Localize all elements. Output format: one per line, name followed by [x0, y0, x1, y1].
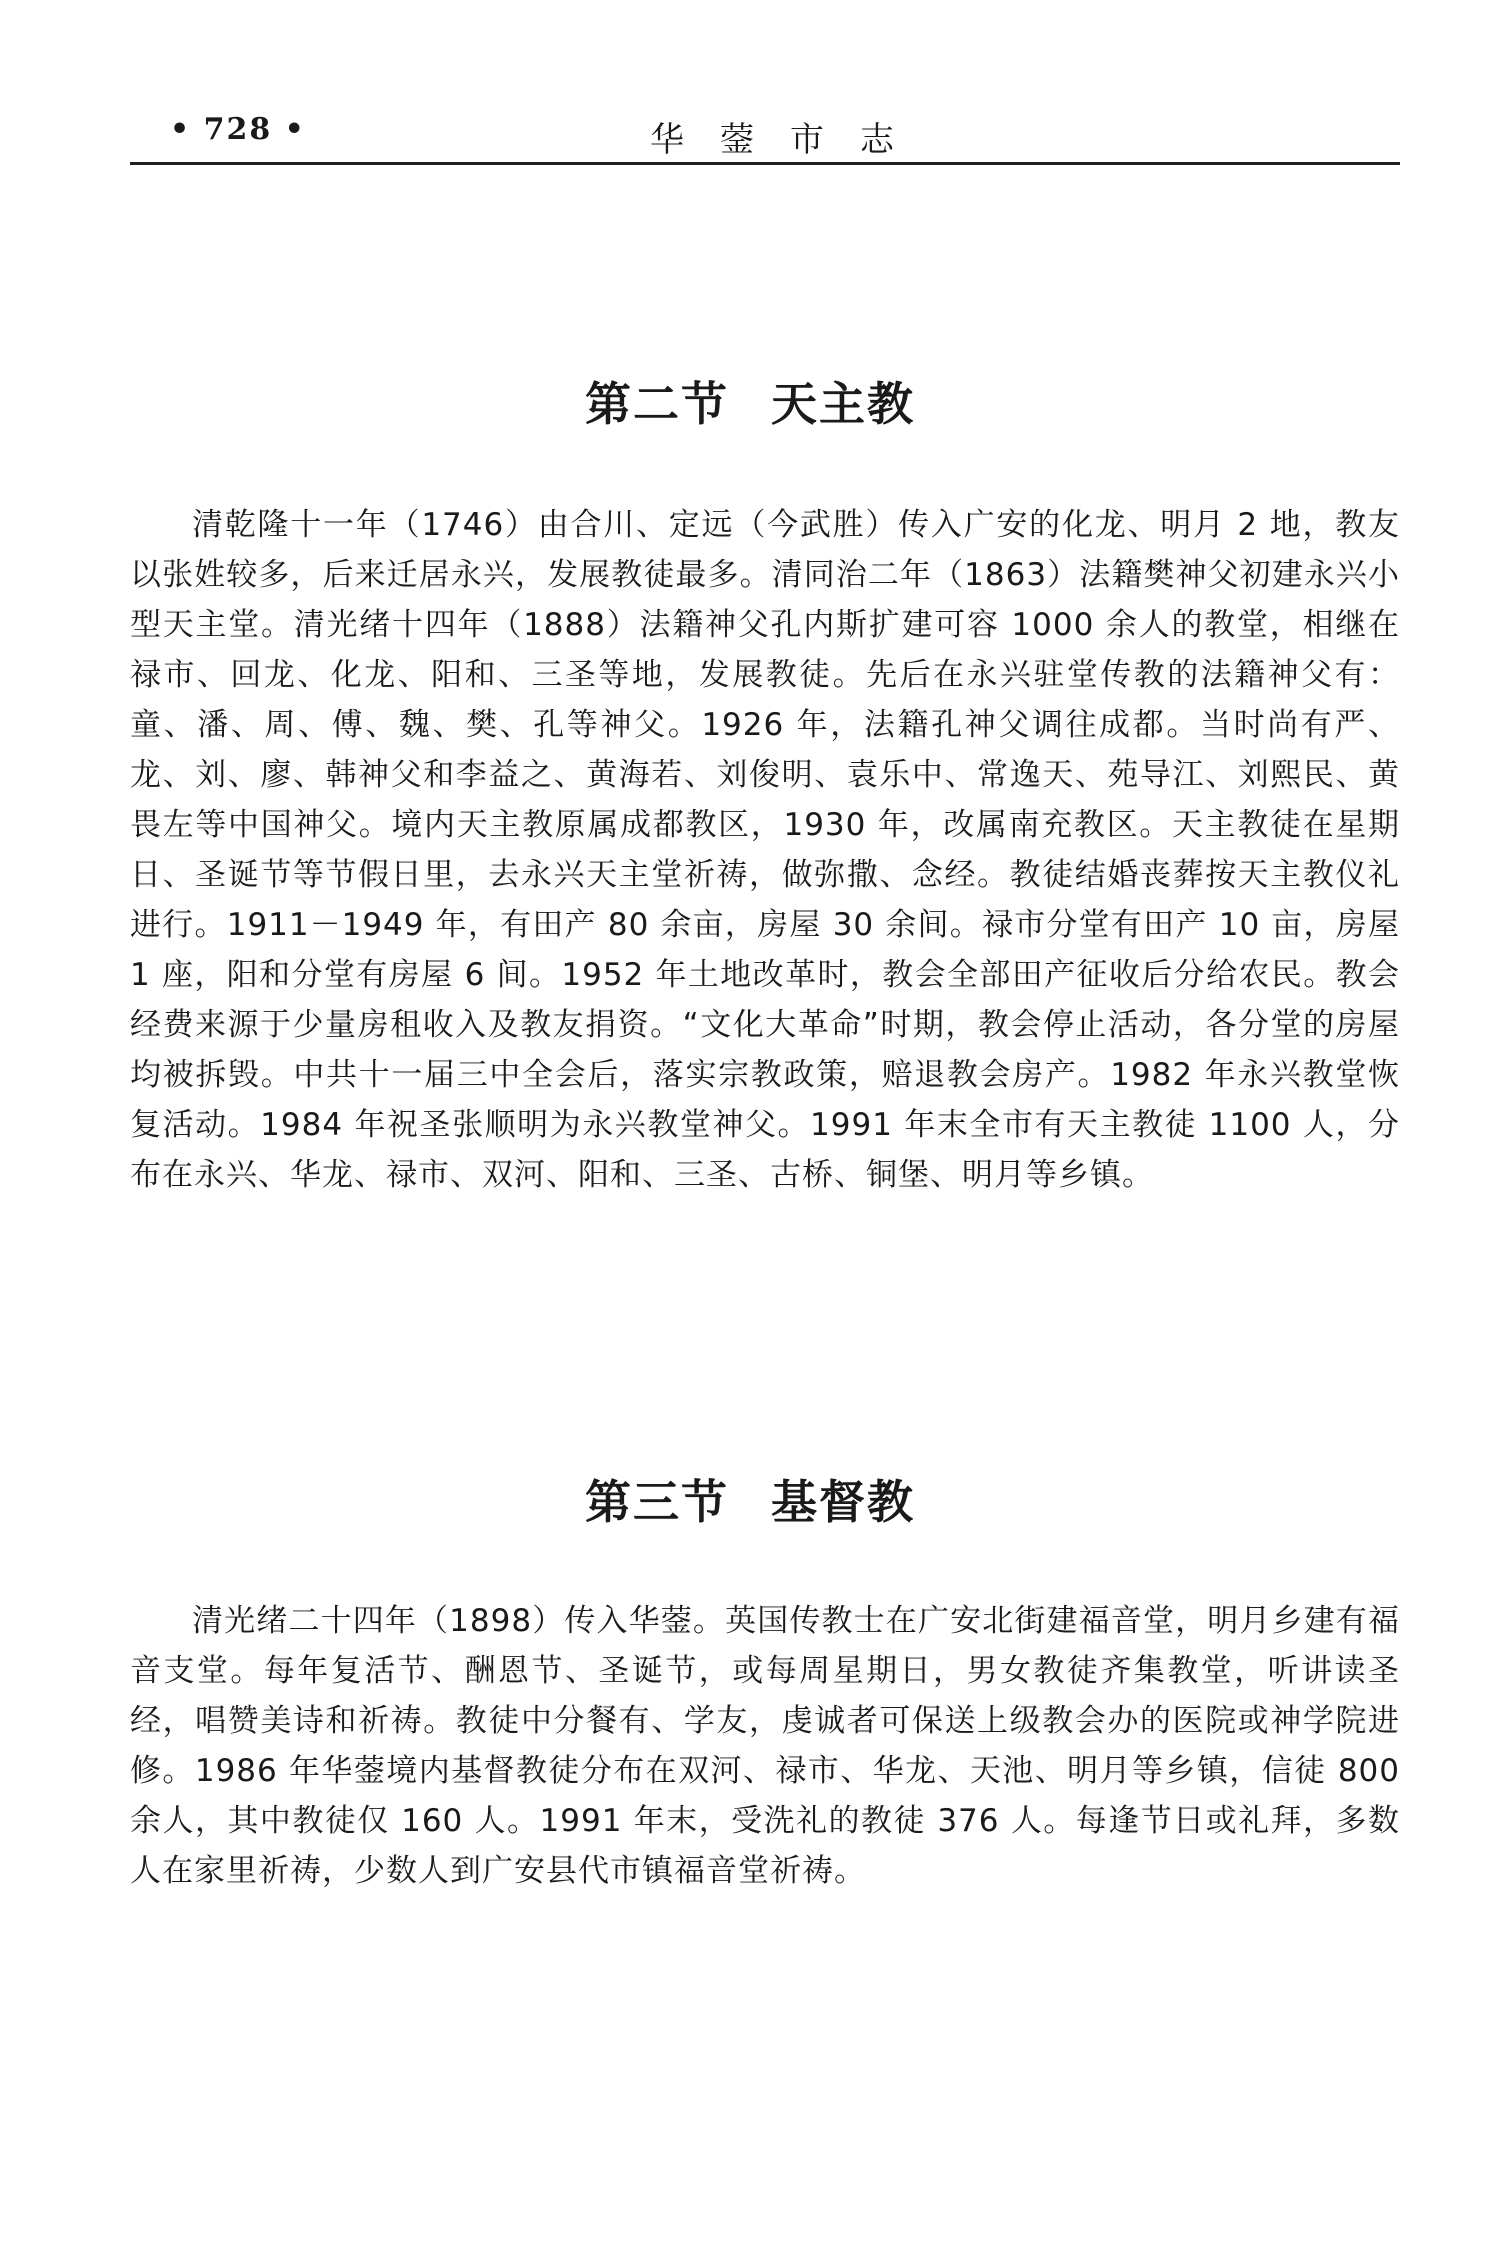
page-number: • 728 • — [170, 112, 306, 147]
running-title: 华蓥市志 — [650, 120, 930, 160]
section-heading-catholicism — [0, 368, 1500, 434]
section-heading-christianity — [0, 1466, 1500, 1532]
section-number: 第三节 — [585, 1475, 729, 1529]
page-header — [130, 100, 1400, 160]
section-paragraph: 清乾隆十一年（1746）由合川、定远（今武胜）传入广安的化龙、明月 2 地，教友以张姓较多，后来迁居永兴，发展教徒最多。清同治二年（1863）法籍樊神父初建永兴小型天主堂。清光绪十四年（1888）法籍神父孔内斯扩建可容 1000 余人的教堂，相继在禄市、回龙、化龙、阳和、三圣等地，发展教徒。先后在永兴驻堂传教的法籍神父有：童、潘、周、傅、魏、樊、孔等神父。1926 年，法籍孔神父调往成都。当时尚有严、龙、刘、廖、韩神父和李益之、黄海若、刘俊明、袁乐中、常逸天、苑导江、刘熙民、黄畏左等中国神父。境内天主教原属成都教区，1930 年，改属南充教区。天主教徒在星期日、圣诞节等节假日里，去永兴天主堂祈祷，做弥撒、念经。教徒结婚丧葬按天主教仪礼进行。1911－1949 年，有田产 80 余亩，房屋 30 余间。禄市分堂有田产 10 亩，房屋 1 座，阳和分堂有房屋 6 间。1952 年土地改革时，教会全部田产征收后分给农民。教会经费来源于少量房租收入及教友捐资。“文化大革命”时期，教会停止活动，各分堂的房屋均被拆毁。中共十一届三中全会后，落实宗教政策，赔退教会房产。1982 年永兴教堂恢复活动。1984 年祝圣张顺明为永兴教堂神父。1991 年末全市有天主教徒 1100 人，分布在永兴、华龙、禄市、双河、阳和、三圣、古桥、铜堡、明月等乡镇。 — [130, 507, 1400, 1193]
section-number: 第二节 — [585, 377, 729, 431]
section-paragraph: 清光绪二十四年（1898）传入华蓥。英国传教士在广安北街建福音堂，明月乡建有福音支堂。每年复活节、酬恩节、圣诞节，或每周星期日，男女教徒齐集教堂，听讲读圣经，唱赞美诗和祈祷。教徒中分餐有、学友，虔诚者可保送上级教会办的医院或神学院进修。1986 年华蓥境内基督教徒分布在双河、禄市、华龙、天池、明月等乡镇，信徒 800 余人，其中教徒仅 160 人。1991 年末，受洗礼的教徒 376 人。每逢节日或礼拜，多数人在家里祈祷，少数人到广安县代市镇福音堂祈祷。 — [130, 1603, 1400, 1889]
header-rule — [130, 162, 1400, 165]
section-title: 天主教 — [771, 377, 915, 431]
section-title: 基督教 — [771, 1475, 915, 1529]
